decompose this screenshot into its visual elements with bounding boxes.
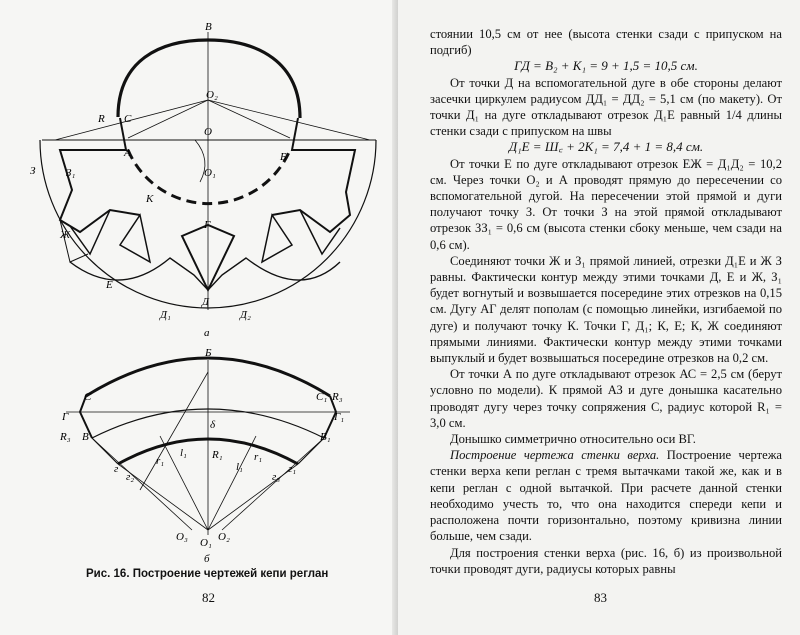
label-D: Д xyxy=(202,296,209,308)
label-b-Bv: В xyxy=(82,431,89,443)
label-A: A xyxy=(124,147,131,159)
label-b-R1: R₁ xyxy=(212,449,223,461)
label-D2: Д₂ xyxy=(240,309,251,321)
label-b-B1: В₁ xyxy=(320,431,331,443)
paragraph-7-italic: Построение чертежа стенки верха. xyxy=(450,448,660,463)
label-b-G1: Г₁ xyxy=(334,411,345,423)
label-b-B: Б xyxy=(205,347,212,359)
label-b-O2: O₂ xyxy=(218,531,230,543)
formula-2: Д₁Е = Ш꜀ + 2К₁ = 7,4 + 1 = 8,4 см. xyxy=(508,139,704,155)
paragraph-8: Для построения стенки верха (рис. 16, б) из произвольной точки проводят дуги, радиусы которых равны xyxy=(430,545,782,576)
label-Zh: Ж xyxy=(60,229,71,241)
label-b-r1b: r₁ xyxy=(254,451,263,463)
paragraph-7 xyxy=(430,447,782,544)
label-b-sub: б xyxy=(204,553,210,565)
label-b-g1: г₁ xyxy=(288,463,297,475)
label-C: C xyxy=(124,113,132,125)
label-V: В xyxy=(205,21,212,33)
label-b-l1b: l₁ xyxy=(236,461,243,473)
label-b-C1: C₁ xyxy=(316,391,328,403)
label-b-R3b: R₃ xyxy=(60,431,71,443)
label-O: O xyxy=(204,126,212,138)
figure-a-drawing xyxy=(0,0,398,340)
label-O2: O₂ xyxy=(206,89,218,101)
paragraph-4: Соединяют точки Ж и З₁ прямой линией, отрезки Д₁Е и Ж З равны. Фактически контур между этими точками Д, Е и Ж, З₁ будет вогнутый и возвышается посередине этих отрезков на 0,15 см. Дугу АГ делят пополам (с помощью линейки, изгибаемой по дуге) и получают точку К. Точки Г, Д₁; К, Е; К, Ж соединяют прямыми линиями. Фактически контур между этими точками выпуклый и будет возвышаться посередине отрезков на 0,2 см. xyxy=(430,253,782,366)
paragraph-2: От точки Д на вспомогательной дуге в обе стороны делают засечки циркулем радиусом ДД₁ = ДД₂ = 5,1 см (по макету). От точки Д₁ на дуге откладывают отрезок Д₁Е равный 1/4 длины стенки сзади с припуском на швы xyxy=(430,75,782,139)
label-K: К xyxy=(146,193,154,205)
right-page xyxy=(398,0,800,635)
label-E: Е xyxy=(106,279,113,291)
paragraph-1: стоянии 10,5 см от нее (высота стенки сзади с припуском на подгиб) xyxy=(430,27,782,58)
left-page xyxy=(0,0,398,635)
label-sub-a: а xyxy=(204,327,210,339)
label-b-G: Г xyxy=(62,411,69,423)
label-b-l1a: l₁ xyxy=(180,447,187,459)
formula-1: ГД = В₂ + К₁ = 9 + 1,5 = 10,5 см. xyxy=(514,58,698,74)
label-b-r1a: r₁ xyxy=(156,455,165,467)
label-G: Г xyxy=(204,219,211,231)
label-b-g: г xyxy=(114,463,119,475)
paragraph-7-rest: Построение чертежа стенки верха кепи реглан с тремя вытачками такой же, как и в кепи реглан с одной вытачкой. При расчете данной стенки необходимо учесть то, что она находится спереди кепи и расположена почти горизонтально, поэтому кривизна линии больше, чем сзади. xyxy=(430,448,782,544)
paragraph-3: От точки Е по дуге откладывают отрезок ЕЖ = Д₁Д₂ = 10,2 см. Через точки O₂ и А проводят прямую до пересечении со вспомогательной дугой. На пересечении этой прямой и дуги получают точку З. От точки З на этой прямой откладывают отрезок ЗЗ₁ = 0,6 см (высота стенки сбоку меньше, чем сзади на 0,6 см). xyxy=(430,156,782,252)
paragraph-5: От точки А по дуге откладывают отрезок АС = 2,5 см (берут условно по модели). К прямой АЗ и дуге донышка касательно проводят дугу через точку сопряжения С, радиус которой R₁ = 3,0 см. xyxy=(430,367,782,430)
label-Z: З xyxy=(30,165,36,177)
page-number-right: 83 xyxy=(594,590,607,605)
figure-b-drawing xyxy=(0,340,398,570)
label-R: R xyxy=(98,113,105,125)
label-b-g3: г₃ xyxy=(272,471,281,483)
paragraph-6: Донышко симметрично относительно оси ВГ. xyxy=(450,432,696,447)
label-Z1: З₁ xyxy=(66,167,76,179)
label-O1: O₁ xyxy=(204,167,216,179)
label-b-O3: O₃ xyxy=(176,531,188,543)
text-column xyxy=(430,26,782,577)
figure-caption: Рис. 16. Построение чертежей кепи реглан xyxy=(86,568,329,580)
label-b-delta: δ xyxy=(210,419,216,431)
label-D1: Д₁ xyxy=(160,309,171,321)
label-b-R3a: R₃ xyxy=(332,391,343,403)
label-b-g2: г₂ xyxy=(126,471,135,483)
page-number-left: 82 xyxy=(202,590,215,605)
label-b-O1: O₁ xyxy=(200,537,212,549)
label-Bb: Б xyxy=(280,151,287,163)
label-b-C: C xyxy=(84,391,92,403)
